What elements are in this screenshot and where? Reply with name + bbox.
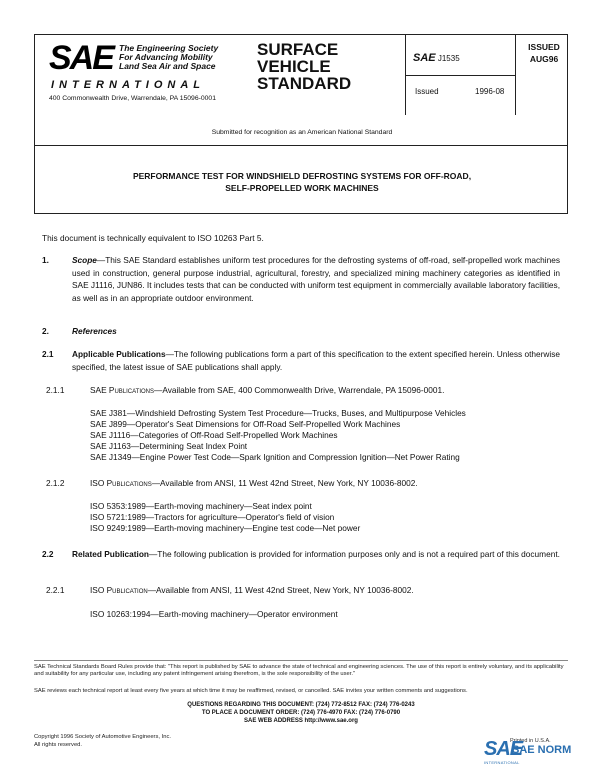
standard-title-line: STANDARD [257, 74, 352, 93]
reference-item: ISO 5721:1989—Tractors for agriculture—Operator's field of vision [90, 512, 335, 522]
society-line: For Advancing Mobility [119, 52, 213, 62]
divider [405, 75, 515, 76]
section-iso-publication [90, 584, 560, 597]
questions-contact: QUESTIONS REGARDING THIS DOCUMENT: (724) 772-8512 FAX: (724) 776-0243 [187, 702, 415, 708]
issued-label: Issued [415, 87, 439, 96]
submitted-note: Submitted for recognition as an American National Standard [211, 129, 393, 136]
order-contact: TO PLACE A DOCUMENT ORDER: (724) 776-4970 FAX: (724) 776-0790 [201, 710, 401, 716]
document-title-line: PERFORMANCE TEST FOR WINDSHIELD DEFROSTING SYSTEMS FOR OFF-ROAD, [132, 171, 472, 181]
section-sae-publications [90, 384, 560, 397]
section-text: —Available from ANSI, 11 West 42nd Street, New York, NY 10036-8002. [151, 478, 418, 488]
sae-norm-wordmark: SAE NORM [512, 744, 572, 756]
section-number: 2.1 [42, 349, 54, 359]
footer-divider [34, 660, 568, 661]
policy-statement: SAE Technical Standards Board Rules provide that: "This report is published by SAE to advance the state of technical and engineering sciences. The use of this report is entirely voluntary, and its applicability and suitability for any particular use, including any patent infringement arising therefrom, is the sole responsibility of the user." [34, 664, 564, 677]
section-applicable-publications [72, 348, 560, 373]
section-text: —Available from ANSI, 11 West 42nd Street, New York, NY 10036-8002. [147, 585, 414, 595]
sae-logo: SAE [49, 39, 113, 77]
sae-norm-logo: SAE [484, 738, 523, 760]
section-heading: Related Publication [72, 549, 149, 559]
section-text: —The following publication is provided for information purposes only and is not a required part of this document. [149, 549, 560, 559]
section-heading: References [72, 326, 117, 336]
standard-type-title [257, 41, 397, 92]
society-tagline [119, 44, 249, 71]
copyright: Copyright 1996 Society of Automotive Engineers, Inc. [34, 734, 171, 740]
section-label: ISO Publications [90, 478, 152, 488]
section-number: 1. [42, 255, 49, 265]
society-line: Land Sea Air and Space [119, 61, 216, 71]
international-label: INTERNATIONAL [51, 79, 206, 91]
rights: All rights reserved. [34, 742, 83, 748]
section-text: —Available from SAE, 400 Commonwealth Drive, Warrendale, PA 15096-0001. [154, 385, 445, 395]
reference-item: SAE J1163—Determining Seat Index Point [90, 441, 248, 451]
section-label: SAE Publications [90, 385, 155, 395]
section-related-publication [72, 548, 560, 561]
web-address: SAE WEB ADDRESS http://www.sae.org [244, 718, 358, 724]
section-scope [72, 254, 560, 304]
section-number: 2.1.1 [46, 385, 65, 395]
issued-date: 1996-08 [475, 87, 505, 96]
document-number [413, 52, 460, 64]
issue-status-box [523, 41, 565, 65]
reference-item: SAE J899—Operator's Seat Dimensions for Off-Road Self-Propelled Work Machines [90, 419, 401, 429]
header-frame [34, 34, 568, 146]
section-number: 2.2 [42, 549, 54, 559]
section-number: 2. [42, 326, 49, 336]
reference-item: ISO 5353:1989—Earth-moving machinery—Seat index point [90, 501, 312, 511]
standard-title-line: SURFACE [257, 40, 339, 59]
reference-item: ISO 10263:1994—Earth-moving machinery—Operator environment [90, 609, 338, 619]
sae-norm-subtitle: INTERNATIONAL [484, 760, 520, 765]
document-title [35, 170, 569, 194]
section-number: 2.1.2 [46, 478, 65, 488]
title-box [34, 146, 568, 214]
section-iso-publications [90, 477, 560, 490]
issue-date-code: AUG96 [529, 54, 559, 64]
review-statement: SAE reviews each technical report at least every five years at which time it may be reaffirmed, revised, or cancelled. SAE invites your written comments and suggestions. [34, 688, 468, 694]
standard-title-line: VEHICLE [257, 57, 331, 76]
section-text: —The following publications form a part of this specification to the extent specified herein. Unless otherwise specified, the latest issue of SAE publications shall apply. [72, 349, 560, 372]
divider [515, 35, 516, 115]
doc-prefix: SAE [413, 52, 436, 64]
section-label: ISO Publication [90, 585, 148, 595]
doc-number-value: J1535 [437, 54, 460, 63]
section-heading: Scope [72, 255, 97, 265]
reference-item: SAE J1116—Categories of Off-Road Self-Propelled Work Machines [90, 430, 338, 440]
printed-note: Printed in U.S.A. [510, 738, 551, 744]
issue-status: ISSUED [528, 42, 560, 52]
section-text: —This SAE Standard establishes uniform test procedures for the defrosting systems of off-road, self-propelled work machines used in construction, general purpose industrial, agricultural, forestry, and specialized mining machinery categories as identified in SAE J1116, JUN86. It includes tests that can be conducted with uniform test equipment in commercially available laboratory facilities, as well as in an appropriate outdoor environment. [72, 255, 560, 303]
sae-address: 400 Commonwealth Drive, Warrendale, PA 15096-0001 [49, 95, 216, 102]
reference-item: SAE J1349—Engine Power Test Code—Spark Ignition and Compression Ignition—Net Power Rating [90, 452, 460, 462]
document-title-line: SELF-PROPELLED WORK MACHINES [225, 183, 379, 193]
reference-item: SAE J381—Windshield Defrosting System Test Procedure—Trucks, Buses, and Multipurpose Vehicles [90, 408, 466, 418]
sae-logo-block [35, 35, 251, 115]
section-number: 2.2.1 [46, 585, 65, 595]
reference-item: ISO 9249:1989—Earth-moving machinery—Engine test code—Net power [90, 523, 361, 533]
society-line: The Engineering Society [119, 43, 219, 53]
section-heading: Applicable Publications [72, 349, 166, 359]
equivalence-note: This document is technically equivalent to ISO 10263 Part 5. [42, 233, 264, 243]
